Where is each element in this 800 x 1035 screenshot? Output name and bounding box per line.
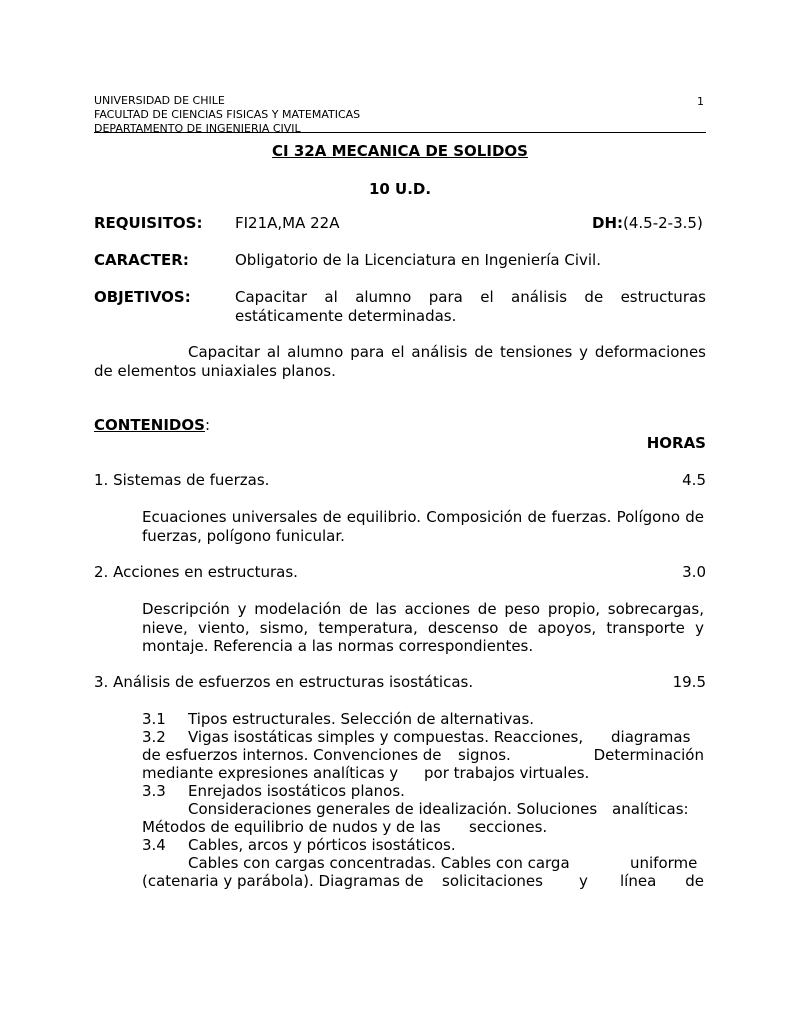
- subsection-text: mediante expresiones analíticas y: [142, 764, 399, 782]
- requisitos-label: REQUISITOS:: [94, 214, 203, 232]
- faculty-name: FACULTAD DE CIENCIAS FISICAS Y MATEMATICAS: [94, 108, 361, 121]
- subsection-text: Determinación: [593, 746, 704, 764]
- subsection-3-2-line-3: [142, 764, 706, 782]
- section-3-hours: 19.5: [672, 673, 706, 691]
- subsection-number: 3.2: [142, 728, 166, 746]
- subsection-3-2: [142, 728, 706, 746]
- subsection-number: 3.4: [142, 836, 166, 854]
- horas-label: HORAS: [646, 434, 706, 452]
- objetivos-value: Capacitar al alumno para el análisis de estructuras estáticamente determinadas.: [235, 288, 706, 325]
- subsection-text: signos.: [458, 746, 511, 764]
- subsection-text: Consideraciones generales de idealización. Soluciones: [188, 800, 598, 818]
- section-2-hours: 3.0: [682, 563, 706, 581]
- subsection-3-1: [142, 710, 706, 728]
- subsection-text: solicitaciones: [442, 872, 543, 890]
- subsection-text: Cables con cargas concentradas. Cables con carga: [188, 854, 570, 872]
- contenidos-colon: :: [204, 416, 210, 434]
- subsection-text: Tipos estructurales. Selección de alternativas.: [188, 710, 535, 728]
- objetivos-extra: Capacitar al alumno para el análisis de tensiones y deformaciones de elementos uniaxiales planos.: [94, 343, 706, 380]
- contenidos-heading: CONTENIDOS: [94, 416, 205, 434]
- subsection-list: [142, 710, 706, 890]
- section-2-title: 2. Acciones en estructuras.: [94, 563, 298, 581]
- section-3-title: 3. Análisis de esfuerzos en estructuras isostáticas.: [94, 673, 474, 691]
- subsection-text: (catenaria y parábola). Diagramas de: [142, 872, 424, 890]
- subsection-text: secciones.: [469, 818, 548, 836]
- course-title: CI 32A MECANICA DE SOLIDOS: [272, 142, 528, 160]
- dh-value: (4.5-2-3.5): [623, 214, 703, 232]
- caracter-label: CARACTER:: [94, 251, 189, 269]
- subsection-3-4: [142, 836, 706, 854]
- subsection-3-3-line-3: [142, 818, 706, 836]
- subsection-text: por trabajos virtuales.: [424, 764, 590, 782]
- subsection-text: Cables, arcos y pórticos isostáticos.: [188, 836, 456, 854]
- subsection-number: 3.1: [142, 710, 166, 728]
- subsection-text: analíticas:: [612, 800, 689, 818]
- subsection-text: Métodos de equilibrio de nudos y de las: [142, 818, 441, 836]
- subsection-3-4-line-3: [142, 872, 706, 890]
- section-1-description: Ecuaciones universales de equilibrio. Composición de fuerzas. Polígono de fuerzas, polígono funicular.: [142, 508, 704, 545]
- subsection-text: diagramas: [611, 728, 691, 746]
- subsection-number: 3.3: [142, 782, 166, 800]
- subsection-3-2-line-2: [142, 746, 706, 764]
- subsection-text: Enrejados isostáticos planos.: [188, 782, 405, 800]
- course-credits: 10 U.D.: [368, 180, 432, 198]
- document-header: [94, 94, 706, 136]
- subsection-text: línea: [620, 872, 657, 890]
- caracter-value: Obligatorio de la Licenciatura en Ingeniería Civil.: [235, 251, 601, 269]
- university-name: UNIVERSIDAD DE CHILE: [94, 94, 225, 107]
- section-2-description: Descripción y modelación de las acciones de peso propio, sobrecargas, nieve, viento, sismo, temperatura, descenso de apoyos, transporte y montaje. Referencia a las normas correspondientes.: [142, 600, 704, 655]
- header-divider: [94, 132, 706, 133]
- subsection-3-4-line-2: [142, 854, 706, 872]
- contenidos-heading-line: [94, 416, 210, 434]
- department-name: DEPARTAMENTO DE INGENIERIA CIVIL: [94, 122, 301, 135]
- objetivos-label: OBJETIVOS:: [94, 288, 191, 306]
- section-1-hours: 4.5: [682, 471, 706, 489]
- subsection-text: y: [579, 872, 588, 890]
- subsection-3-3-line-2: [142, 800, 706, 818]
- subsection-text: uniforme: [630, 854, 698, 872]
- subsection-text: de esfuerzos internos. Convenciones de: [142, 746, 442, 764]
- requisitos-value: FI21A,MA 22A: [235, 214, 340, 232]
- dh-label: DH:: [592, 214, 624, 232]
- section-1-title: 1. Sistemas de fuerzas.: [94, 471, 270, 489]
- subsection-text: Vigas isostáticas simples y compuestas. Reacciones,: [188, 728, 584, 746]
- dh-field: [592, 214, 703, 232]
- page-number: 1: [697, 95, 704, 108]
- subsection-3-3: [142, 782, 706, 800]
- subsection-text: de: [685, 872, 704, 890]
